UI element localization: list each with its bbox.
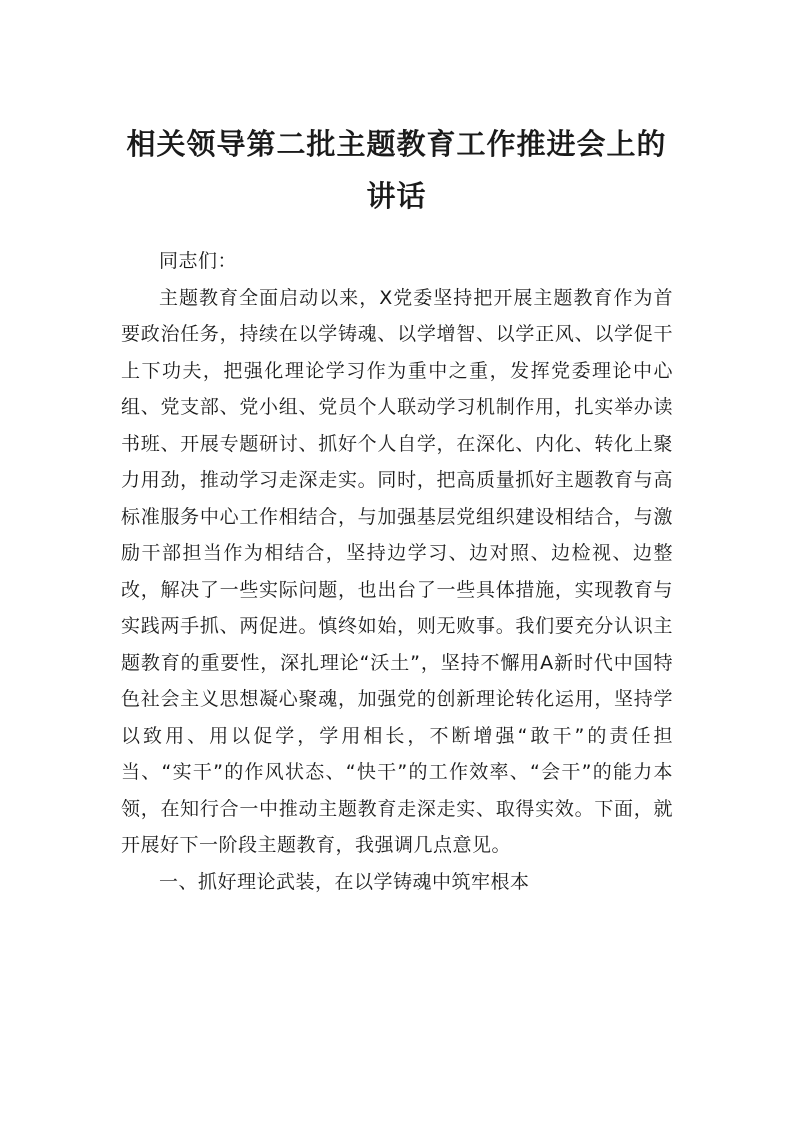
salutation: 同志们： <box>159 250 238 272</box>
section-heading: 一、抓好理论武装，在以学铸魂中筑牢根本 <box>159 870 530 893</box>
document-title: 相关领导第二批主题教育工作推进会上的讲话 <box>126 127 667 213</box>
body-paragraph: 主题教育全面启动以来，X党委坚持把开展主题教育作为首要政治任务，持续在以学铸魂、以学增智、以学正风、以学促干上下功夫，把强化理论学习作为重中之重，发挥党委理论中心组、党支部、党小组、党员个人联动学习机制作用，扎实举办读书班、开展专题研讨、抓好个人自学，在深化、内化、转化上聚力用劲，推动学习走深走实。同时，把高质量抓好主题教育与高标准服务中心工作相结合，与加强基层党组织建设相结合，与激励干部担当作为相结合，坚持边学习、边对照、边检视、边整改，解决了一些实际问题，也出台了一些具体措施，实现教育与实践两手抓、两促进。慎终如始，则无败事。我们要充分认识主题教育的重要性，深扎理论“沃土”，坚持不懈用A新时代中国特色社会主义思想凝心聚魂，加强党的创新理论转化运用，坚持学以致用、用以促学，学用相长，不断增强“敢干”的责任担当、“实干”的作风状态、“快干”的工作效率、“会干”的能力本领，在知行合一中推动主题教育走深走实、取得实效。下面，就开展好下一阶段主题教育，我强调几点意见。 <box>121 286 673 856</box>
document-body <box>121 243 673 900</box>
